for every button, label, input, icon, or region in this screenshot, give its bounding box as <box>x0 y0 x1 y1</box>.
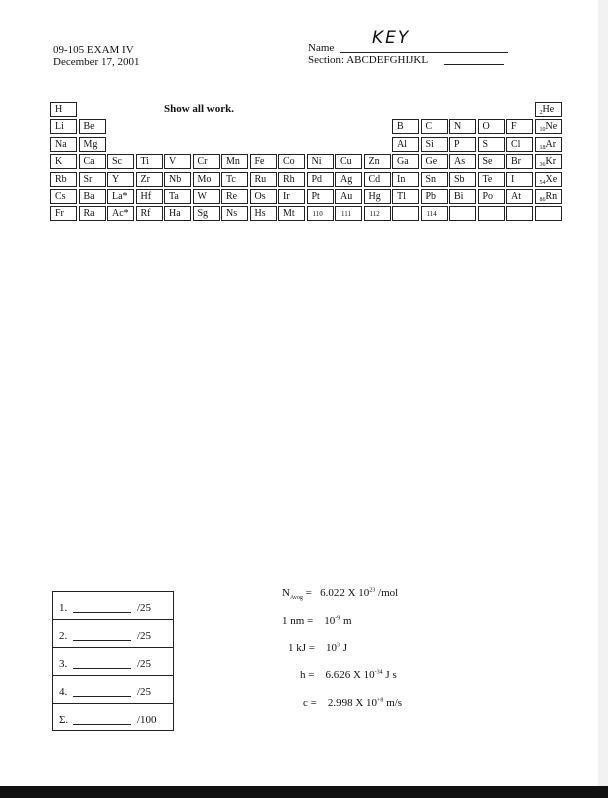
element-symbol: Rh <box>283 173 295 185</box>
nm-unit: m <box>343 615 352 627</box>
element-symbol: Po <box>482 191 494 202</box>
element-symbol: Hf <box>140 191 152 202</box>
element-symbol: Ac* <box>112 208 129 220</box>
light-mantissa: 2.998 X 10 <box>327 697 378 709</box>
element-cell <box>164 206 191 221</box>
element-symbol: 112 <box>369 210 380 219</box>
element-cell <box>221 206 248 221</box>
element-symbol: V <box>169 156 177 168</box>
element-symbol: Ir <box>283 191 290 202</box>
element-cell <box>79 172 106 187</box>
element-symbol: Fr <box>55 208 64 220</box>
element-cell <box>364 172 391 187</box>
kj-lhs: 1 kJ = <box>288 642 315 654</box>
element-symbol: Pd <box>311 173 323 185</box>
show-all-work: Show all work. <box>164 103 234 115</box>
element-symbol: Ne <box>545 121 558 133</box>
element-symbol: Ra <box>83 208 95 220</box>
element-symbol: Sb <box>454 173 465 185</box>
element-symbol: Pt <box>311 191 320 202</box>
element-cell <box>278 206 305 221</box>
scan-edge <box>598 0 608 798</box>
constant-kilojoule <box>288 642 347 654</box>
element-cell <box>535 137 562 152</box>
element-symbol: Rf <box>140 208 151 220</box>
element-cell <box>506 206 533 221</box>
score-label: 2. <box>59 630 68 642</box>
element-cell <box>193 172 220 187</box>
section-label: Section: ABCDEFGHIJKL <box>308 54 429 66</box>
element-symbol: Cl <box>511 138 521 150</box>
atomic-number: 10 <box>539 127 546 134</box>
element-symbol: Bi <box>454 191 464 202</box>
light-exponent: +8 <box>377 697 384 704</box>
element-cell <box>506 137 533 152</box>
element-cell <box>307 172 334 187</box>
avogadro-mantissa: 6.022 X 10 <box>320 587 370 599</box>
avogadro-symbol: N <box>282 587 290 599</box>
element-symbol: Nb <box>169 173 182 185</box>
element-symbol: 110 <box>312 210 323 219</box>
element-cell <box>250 172 277 187</box>
avogadro-exponent: 23 <box>369 587 376 594</box>
element-cell <box>478 119 505 134</box>
element-cell <box>193 206 220 221</box>
name-line[interactable] <box>340 52 508 53</box>
avogadro-equals: = <box>305 587 312 599</box>
scan-bottom-edge <box>0 786 608 798</box>
element-cell <box>421 137 448 152</box>
element-symbol: Ga <box>397 156 409 168</box>
element-cell <box>50 154 77 169</box>
element-cell <box>79 137 106 152</box>
score-points: /100 <box>137 714 157 726</box>
element-symbol: He <box>542 104 555 115</box>
atomic-number: 2 <box>539 110 543 116</box>
element-symbol: Co <box>283 156 295 168</box>
element-symbol: La* <box>112 191 128 202</box>
element-symbol: At <box>511 191 521 202</box>
element-cell <box>107 154 134 169</box>
element-cell <box>250 206 277 221</box>
element-cell <box>164 172 191 187</box>
element-cell <box>79 154 106 169</box>
element-symbol: Mt <box>283 208 295 220</box>
element-cell <box>107 189 134 204</box>
score-row-1[interactable] <box>53 592 173 620</box>
name-label: Name <box>308 42 335 54</box>
element-symbol: Se <box>482 156 493 168</box>
score-label: 4. <box>59 686 68 698</box>
atomic-number: 54 <box>539 179 546 186</box>
score-blank[interactable] <box>73 668 131 669</box>
score-blank[interactable] <box>73 612 131 613</box>
exam-date: December 17, 2001 <box>53 56 140 68</box>
element-cell <box>535 189 562 204</box>
planck-unit: J s <box>385 669 397 681</box>
score-points: /25 <box>137 602 152 614</box>
element-cell <box>506 189 533 204</box>
element-cell <box>307 206 334 221</box>
element-symbol: Si <box>425 138 434 150</box>
element-symbol: Rn <box>545 191 558 202</box>
element-symbol: Li <box>55 121 64 133</box>
element-cell <box>421 172 448 187</box>
element-cell <box>535 206 562 221</box>
element-cell <box>250 154 277 169</box>
element-cell <box>221 172 248 187</box>
atomic-number: 86 <box>539 197 546 203</box>
nm-lhs: 1 nm = <box>282 615 314 627</box>
element-cell <box>535 154 562 169</box>
element-symbol: Cr <box>197 156 208 168</box>
element-cell <box>221 154 248 169</box>
element-cell <box>364 154 391 169</box>
element-symbol: H <box>55 104 63 115</box>
element-cell <box>136 189 163 204</box>
element-symbol: Ge <box>425 156 438 168</box>
element-cell <box>79 206 106 221</box>
element-symbol: Cu <box>340 156 352 168</box>
element-cell <box>307 189 334 204</box>
element-symbol: Os <box>254 191 266 202</box>
element-symbol: 111 <box>341 210 351 219</box>
atomic-number: 18 <box>539 144 546 151</box>
kj-base: 10 <box>325 642 337 654</box>
element-symbol: Rb <box>55 173 67 185</box>
constant-light <box>303 697 402 709</box>
element-symbol: Ca <box>83 156 95 168</box>
element-symbol: Sc <box>112 156 122 168</box>
element-symbol: W <box>197 191 207 202</box>
element-symbol: Ha <box>169 208 181 220</box>
element-symbol: Cs <box>55 191 66 202</box>
element-cell <box>335 206 362 221</box>
element-symbol: Ru <box>254 173 267 185</box>
score-table <box>52 591 174 731</box>
course-code: 09-105 EXAM IV <box>53 44 134 56</box>
element-symbol: As <box>454 156 466 168</box>
element-symbol: F <box>511 121 517 133</box>
element-symbol: C <box>425 121 433 133</box>
element-symbol: Na <box>55 138 67 150</box>
element-symbol: B <box>397 121 404 133</box>
element-cell <box>535 102 562 117</box>
element-cell <box>449 154 476 169</box>
element-symbol: Zr <box>140 173 150 185</box>
element-symbol: Mn <box>226 156 240 168</box>
element-cell <box>79 189 106 204</box>
element-symbol: Ba <box>83 191 95 202</box>
element-cell <box>478 189 505 204</box>
name-handwritten: KEY <box>372 28 411 48</box>
element-symbol: I <box>511 173 515 185</box>
element-cell <box>478 172 505 187</box>
element-symbol: Sg <box>197 208 209 220</box>
element-symbol: Al <box>397 138 407 150</box>
element-cell <box>278 189 305 204</box>
element-cell <box>392 137 419 152</box>
nm-exponent: -9 <box>335 615 341 622</box>
score-points: /25 <box>137 686 152 698</box>
section-line[interactable] <box>444 64 504 65</box>
element-cell <box>79 119 106 134</box>
constant-avogadro <box>282 587 398 601</box>
element-symbol: Ti <box>140 156 150 168</box>
element-symbol: Tl <box>397 191 406 202</box>
element-symbol: Ta <box>169 191 179 202</box>
element-cell <box>136 154 163 169</box>
light-unit: m/s <box>386 697 403 709</box>
element-cell <box>50 137 77 152</box>
element-cell <box>50 206 77 221</box>
score-row-3[interactable] <box>53 648 173 676</box>
element-cell <box>335 189 362 204</box>
element-cell <box>421 119 448 134</box>
element-symbol: Ns <box>226 208 238 220</box>
element-cell <box>478 137 505 152</box>
element-cell <box>164 189 191 204</box>
element-cell <box>250 189 277 204</box>
element-cell <box>364 206 391 221</box>
score-blank[interactable] <box>73 724 131 725</box>
element-cell <box>478 154 505 169</box>
element-symbol: Ar <box>545 138 557 150</box>
element-cell <box>50 102 77 117</box>
element-symbol: P <box>454 138 460 150</box>
element-cell <box>50 189 77 204</box>
element-cell <box>392 172 419 187</box>
element-cell <box>449 172 476 187</box>
element-symbol: Cd <box>368 173 381 185</box>
score-points: /25 <box>137 630 152 642</box>
light-lhs: c = <box>303 697 317 709</box>
nm-base: 10 <box>324 615 336 627</box>
element-symbol: Mo <box>197 173 212 185</box>
element-cell <box>421 154 448 169</box>
element-cell <box>107 172 134 187</box>
planck-mantissa: 6.626 X 10 <box>325 669 375 681</box>
element-cell <box>221 189 248 204</box>
element-symbol: Y <box>112 173 120 185</box>
avogadro-subscript: Avog <box>289 595 303 602</box>
element-cell <box>193 154 220 169</box>
element-cell <box>506 154 533 169</box>
element-cell <box>193 189 220 204</box>
planck-exponent: -34 <box>374 669 383 676</box>
element-symbol: 114 <box>426 210 437 219</box>
element-symbol: Ni <box>311 156 322 168</box>
kj-exponent: 3 <box>336 642 340 649</box>
element-cell <box>449 189 476 204</box>
score-points: /25 <box>137 658 152 670</box>
element-symbol: Kr <box>545 156 557 168</box>
element-symbol: Re <box>226 191 238 202</box>
element-cell <box>506 172 533 187</box>
element-cell <box>392 206 419 221</box>
element-symbol: Br <box>511 156 521 168</box>
score-row-total[interactable] <box>53 704 173 731</box>
atomic-number: 36 <box>539 162 546 169</box>
element-cell <box>449 119 476 134</box>
score-blank[interactable] <box>73 640 131 641</box>
element-symbol: Sn <box>425 173 437 185</box>
element-cell <box>535 172 562 187</box>
score-blank[interactable] <box>73 696 131 697</box>
element-symbol: O <box>482 121 490 133</box>
constant-nanometer <box>282 615 352 627</box>
score-label: 3. <box>59 658 68 670</box>
element-cell <box>506 119 533 134</box>
element-symbol: Zn <box>368 156 380 168</box>
element-cell <box>307 154 334 169</box>
element-cell <box>449 206 476 221</box>
element-cell <box>278 154 305 169</box>
element-cell <box>335 172 362 187</box>
score-row-4[interactable] <box>53 676 173 704</box>
element-symbol: Au <box>340 191 353 202</box>
kj-unit: J <box>342 642 348 654</box>
element-cell <box>535 119 562 134</box>
element-cell <box>421 189 448 204</box>
element-symbol: Te <box>482 173 493 185</box>
element-symbol: Pb <box>425 191 437 202</box>
score-label: 1. <box>59 602 68 614</box>
element-symbol: N <box>454 121 462 133</box>
element-cell <box>392 189 419 204</box>
score-label: Σ. <box>59 714 69 726</box>
element-cell <box>278 172 305 187</box>
element-symbol: Ag <box>340 173 353 185</box>
element-cell <box>392 154 419 169</box>
element-cell <box>392 119 419 134</box>
element-cell <box>421 206 448 221</box>
element-symbol: K <box>55 156 63 168</box>
element-symbol: In <box>397 173 406 185</box>
element-symbol: Tc <box>226 173 236 185</box>
element-cell <box>136 206 163 221</box>
element-symbol: Hg <box>368 191 381 202</box>
element-cell <box>164 154 191 169</box>
element-symbol: Be <box>83 121 95 133</box>
element-cell <box>107 206 134 221</box>
element-cell <box>478 206 505 221</box>
element-symbol: Hs <box>254 208 266 220</box>
element-symbol: Fe <box>254 156 265 168</box>
planck-lhs: h = <box>300 669 315 681</box>
element-cell <box>136 172 163 187</box>
element-cell <box>50 172 77 187</box>
element-symbol: Sr <box>83 173 93 185</box>
constant-planck <box>300 669 397 681</box>
avogadro-unit: /mol <box>378 587 399 599</box>
element-cell <box>364 189 391 204</box>
element-cell <box>50 119 77 134</box>
element-symbol: Mg <box>83 138 98 150</box>
element-symbol: Xe <box>545 173 558 185</box>
element-symbol: S <box>482 138 489 150</box>
element-cell <box>449 137 476 152</box>
score-row-2[interactable] <box>53 620 173 648</box>
element-cell <box>335 154 362 169</box>
